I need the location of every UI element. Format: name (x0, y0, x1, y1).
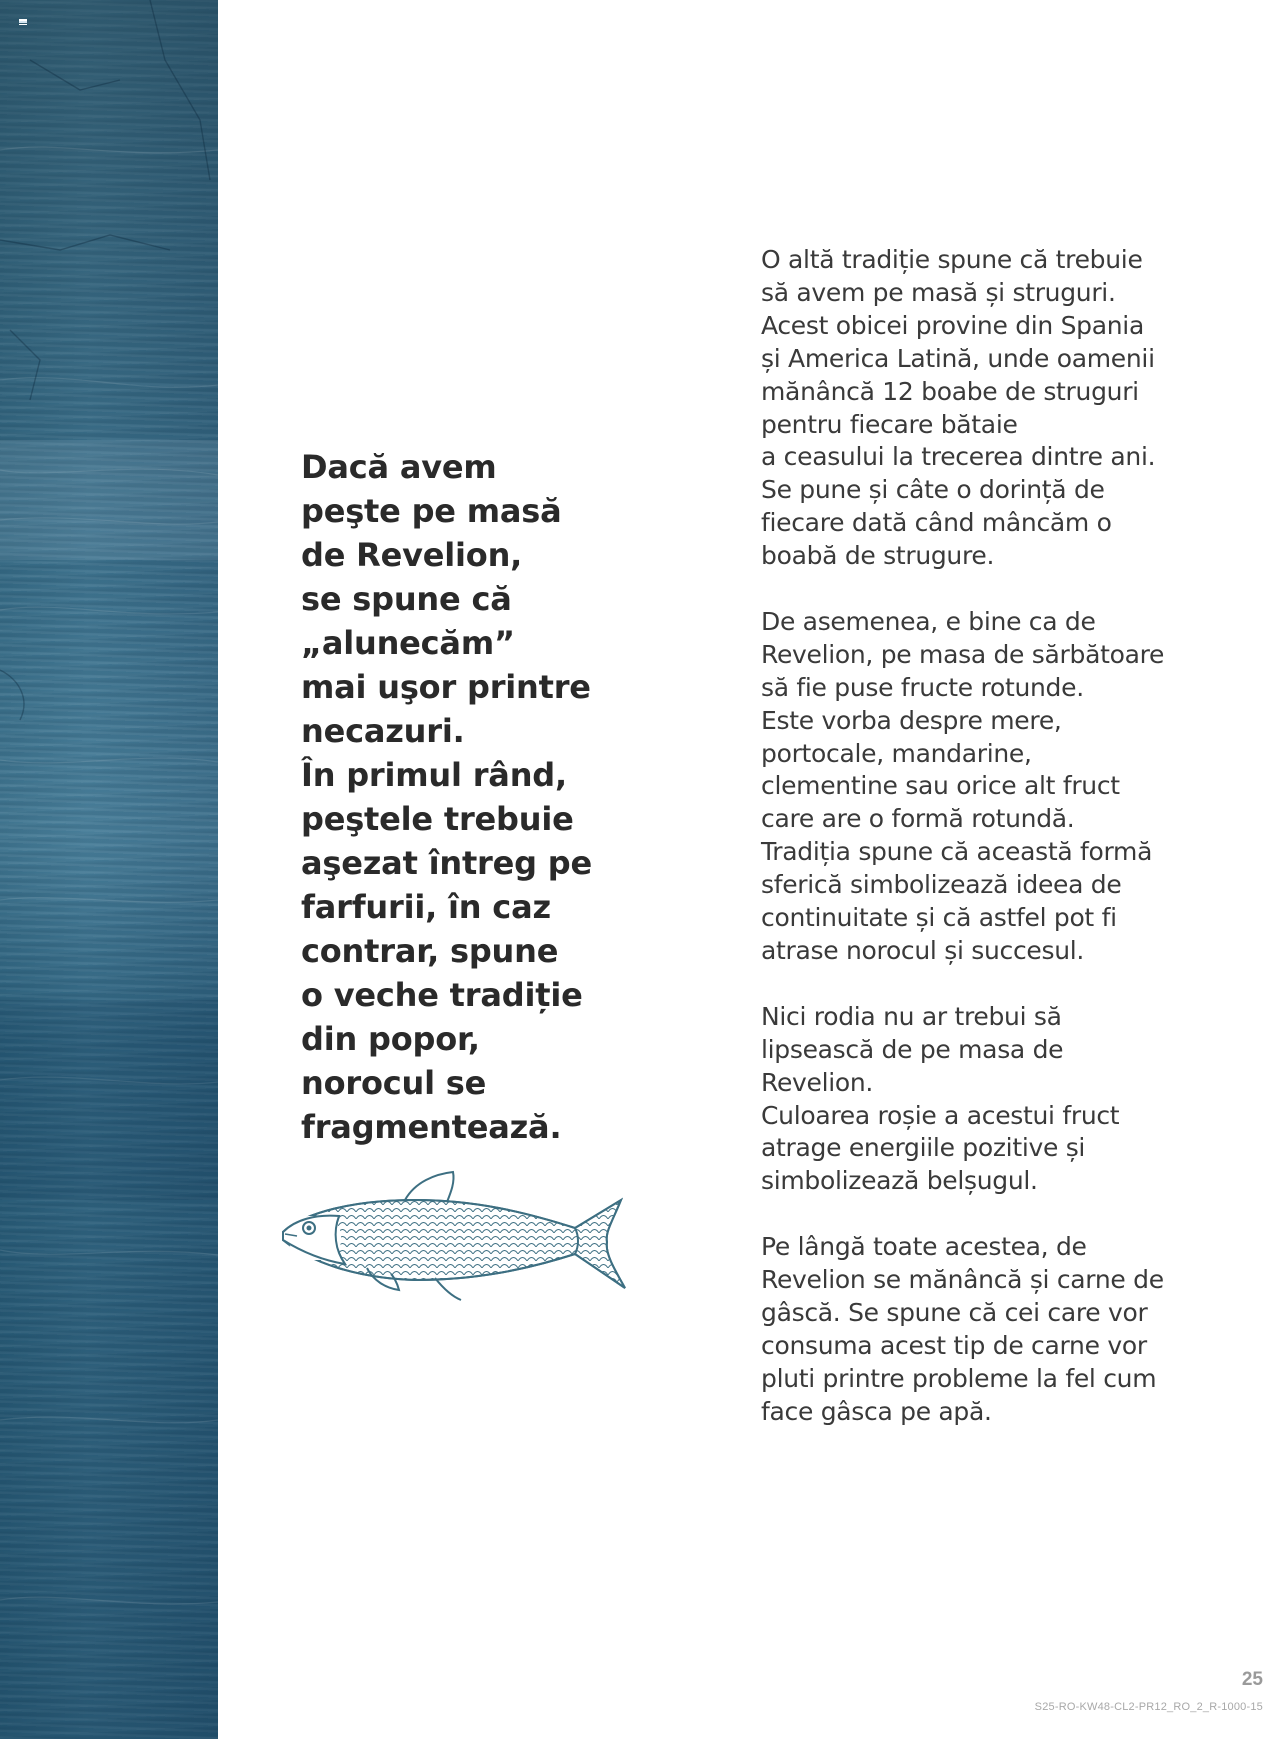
body-line: care are o formă rotundă. (761, 804, 1075, 834)
body-line: atrage energiile pozitive și (761, 1133, 1086, 1163)
page-number: 25 (1241, 1669, 1263, 1690)
paragraph (761, 244, 1201, 573)
body-line: Revelion. (761, 1067, 874, 1097)
quote-line: Dacă avem (301, 448, 497, 486)
quote-line: fragmentează. (301, 1108, 562, 1146)
quote-line: norocul se (301, 1064, 487, 1102)
paragraph (761, 1001, 1201, 1198)
body-line: Tradiția spune că această formă (761, 837, 1153, 867)
quote-line: „alunecăm” (301, 624, 515, 662)
body-line: Pe lângă toate acestea, de (761, 1232, 1087, 1262)
body-line: să fie puse fructe rotunde. (761, 672, 1084, 702)
textured-blue-panel (0, 0, 218, 1739)
body-line: clementine sau orice alt fruct (761, 771, 1120, 801)
body-line: gâscă. Se spune că cei care vor (761, 1297, 1148, 1327)
quote-line: peştele trebuie (301, 800, 574, 838)
body-line: să avem pe masă și struguri. (761, 277, 1116, 307)
body-line: lipsească de pe masa de (761, 1034, 1064, 1064)
body-line: boabă de strugure. (761, 541, 995, 571)
fish-illustration-icon (275, 1170, 635, 1305)
panel-texture (0, 0, 218, 1739)
body-line: De asemenea, e bine ca de (761, 606, 1096, 636)
article-body (761, 244, 1201, 1461)
quote-line: de Revelion, (301, 536, 523, 574)
body-line: și America Latină, unde oamenii (761, 343, 1155, 373)
quote-line: se spune că (301, 580, 512, 618)
body-line: portocale, mandarine, (761, 738, 1032, 768)
body-line: Culoarea roșie a acestui fruct (761, 1100, 1120, 1130)
language-flag-icon[interactable] (19, 19, 27, 25)
body-line: pentru fiecare bătaie (761, 409, 1018, 439)
body-line: pluti printre probleme la fel cum (761, 1363, 1157, 1393)
quote-line: din popor, (301, 1020, 480, 1058)
quote-line: o veche tradiție (301, 976, 583, 1014)
body-line: Este vorba despre mere, (761, 705, 1062, 735)
body-line: sferică simbolizează ideea de (761, 870, 1122, 900)
body-line: mănâncă 12 boabe de struguri (761, 376, 1139, 406)
quote-line: mai uşor printre (301, 668, 591, 706)
paragraph (761, 606, 1201, 968)
quote-line: contrar, spune (301, 932, 559, 970)
body-line: Revelion, pe masa de sărbătoare (761, 639, 1165, 669)
quote-line: necazuri. (301, 712, 465, 750)
paragraph (761, 1231, 1201, 1428)
body-line: Se pune și câte o dorință de (761, 475, 1105, 505)
body-line: Revelion se mănâncă și carne de (761, 1265, 1164, 1295)
pull-quote (301, 445, 621, 1149)
body-line: fiecare dată când mâncăm o (761, 508, 1112, 538)
body-line: consuma acest tip de carne vor (761, 1330, 1147, 1360)
quote-line: aşezat întreg pe (301, 844, 592, 882)
document-code: S25-RO-KW48-CL2-PR12_RO_2_R-1000-15 (1034, 1701, 1263, 1713)
quote-line: peşte pe masă (301, 492, 562, 530)
body-line: continuitate și că astfel pot fi (761, 903, 1117, 933)
body-line: a ceasului la trecerea dintre ani. (761, 442, 1156, 472)
body-line: O altă tradiție spune că trebuie (761, 245, 1143, 274)
body-line: simbolizează belșugul. (761, 1166, 1038, 1196)
body-line: atrase norocul și succesul. (761, 936, 1085, 966)
body-line: face gâsca pe apă. (761, 1396, 992, 1426)
quote-line: În primul rând, (301, 756, 567, 794)
quote-line: farfurii, în caz (301, 888, 551, 926)
body-line: Nici rodia nu ar trebui să (761, 1001, 1062, 1031)
body-line: Acest obicei provine din Spania (761, 310, 1144, 340)
